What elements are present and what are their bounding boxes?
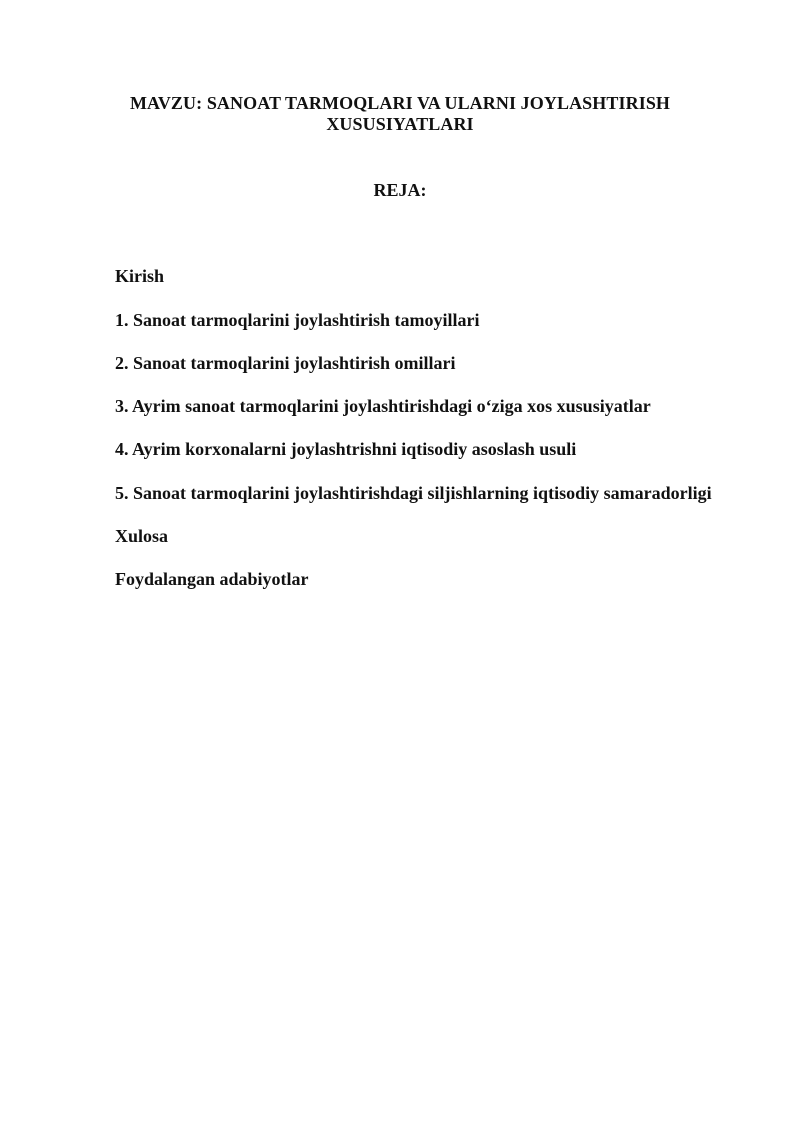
- plan-item-5: 5. Sanoat tarmoqlarini joylashtirishdagi siljishlarning iqtisodiy samaradorligi: [115, 483, 712, 503]
- plan-item-1: 1. Sanoat tarmoqlarini joylashtirish tamoyillari: [115, 310, 480, 330]
- plan-item-3: 3. Ayrim sanoat tarmoqlarini joylashtirishdagi o‘ziga xos xususiyatlar: [115, 396, 651, 416]
- plan-item-introduction: Kirish: [115, 266, 165, 286]
- plan-item-conclusion: Xulosa: [115, 526, 169, 546]
- plan-item-2: 2. Sanoat tarmoqlarini joylashtirish omillari: [115, 353, 456, 373]
- plan-item-references: Foydalangan adabiyotlar: [115, 569, 309, 589]
- document-title: MAVZU: SANOAT TARMOQLARI VA ULARNI JOYLASHTIRISH XUSUSIYATLARI: [129, 93, 671, 134]
- plan-heading: REJA:: [373, 180, 427, 200]
- plan-item-4: 4. Ayrim korxonalarni joylashtrishni iqtisodiy asoslash usuli: [115, 439, 577, 459]
